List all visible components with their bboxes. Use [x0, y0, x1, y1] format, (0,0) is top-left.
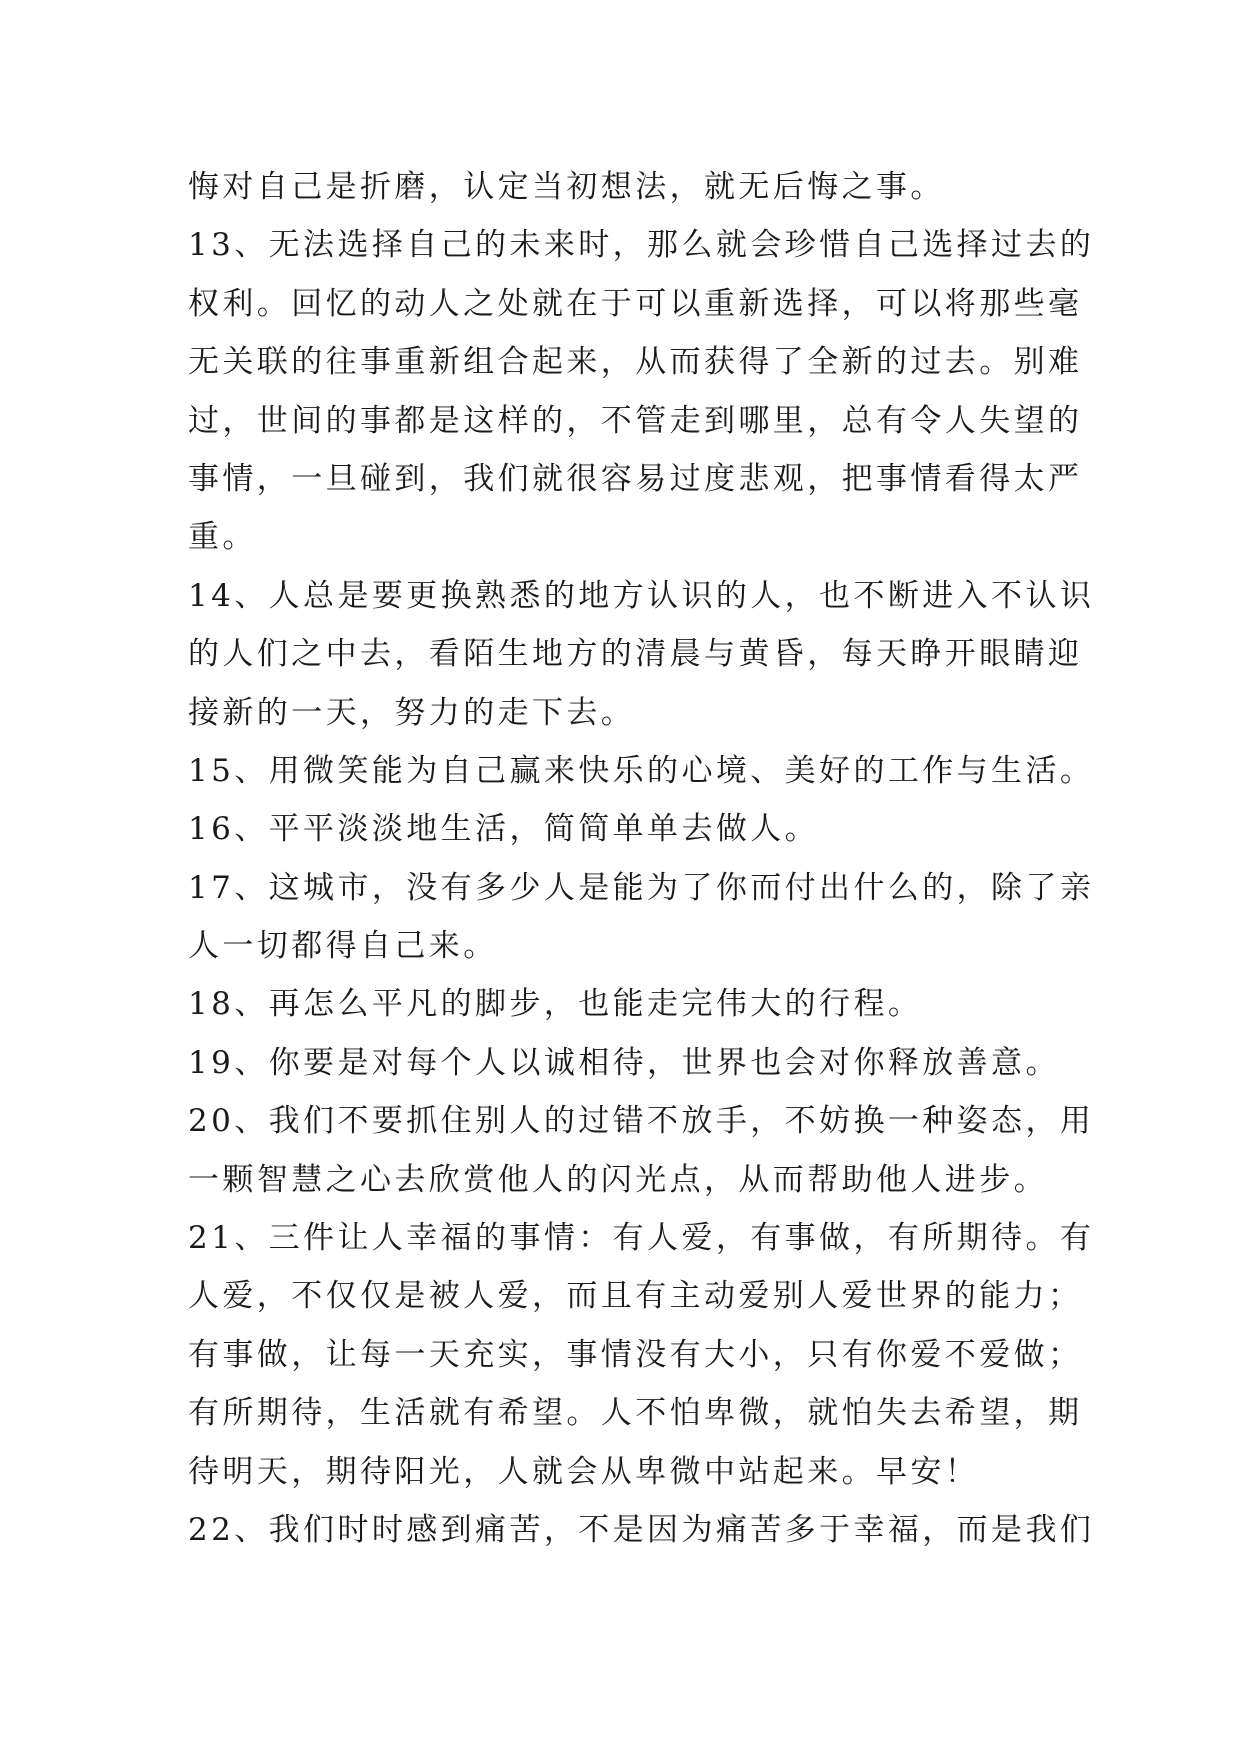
text-line: 重。 — [188, 519, 257, 556]
text-line: 有所期待，生活就有希望。人不怕卑微，就怕失去希望，期 — [188, 1395, 1083, 1432]
text-line: 接新的一天，努力的走下去。 — [188, 694, 636, 731]
text-line: 无关联的往事重新组合起来，从而获得了全新的过去。别难 — [188, 344, 1083, 381]
text-line: 一颗智慧之心去欣赏他人的闪光点，从而帮助他人进步。 — [188, 1161, 1048, 1198]
text-line: 14、人总是要更换熟悉的地方认识的人，也不断进入不认识 — [188, 577, 1095, 614]
text-line: 18、再怎么平凡的脚步，也能走完伟大的行程。 — [188, 986, 923, 1023]
text-line: 事情，一旦碰到，我们就很容易过度悲观，把事情看得太严 — [188, 460, 1083, 497]
text-line: 20、我们不要抓住别人的过错不放手，不妨换一种姿态，用 — [188, 1103, 1095, 1140]
text-line: 13、无法选择自己的未来时，那么就会珍惜自己选择过去的 — [188, 227, 1095, 264]
text-line: 过，世间的事都是这样的，不管走到哪里，总有令人失望的 — [188, 402, 1083, 439]
text-line: 有事做，让每一天充实，事情没有大小，只有你爱不爱做； — [188, 1336, 1083, 1373]
text-line: 16、平平淡淡地生活，简简单单去做人。 — [188, 811, 820, 848]
text-line: 19、你要是对每个人以诚相待，世界也会对你释放善意。 — [188, 1044, 1060, 1081]
body-text — [188, 158, 1095, 1559]
text-line: 17、这城市，没有多少人是能为了你而付出什么的，除了亲 — [188, 869, 1095, 906]
text-line: 22、我们时时感到痛苦，不是因为痛苦多于幸福，而是我们 — [188, 1511, 1095, 1548]
text-line: 人爱，不仅仅是被人爱，而且有主动爱别人爱世界的能力； — [188, 1278, 1083, 1315]
text-line: 权利。回忆的动人之处就在于可以重新选择，可以将那些毫 — [188, 285, 1083, 322]
text-line: 21、三件让人幸福的事情：有人爱，有事做，有所期待。有 — [188, 1220, 1095, 1257]
text-line: 待明天，期待阳光，人就会从卑微中站起来。早安！ — [188, 1453, 980, 1490]
text-line: 15、用微笑能为自己赢来快乐的心境、美好的工作与生活。 — [188, 752, 1095, 789]
text-line: 的人们之中去，看陌生地方的清晨与黄昏，每天睁开眼睛迎 — [188, 636, 1083, 673]
text-line: 悔对自己是折磨，认定当初想法，就无后悔之事。 — [188, 169, 945, 205]
text-line: 人一切都得自己来。 — [188, 928, 498, 965]
